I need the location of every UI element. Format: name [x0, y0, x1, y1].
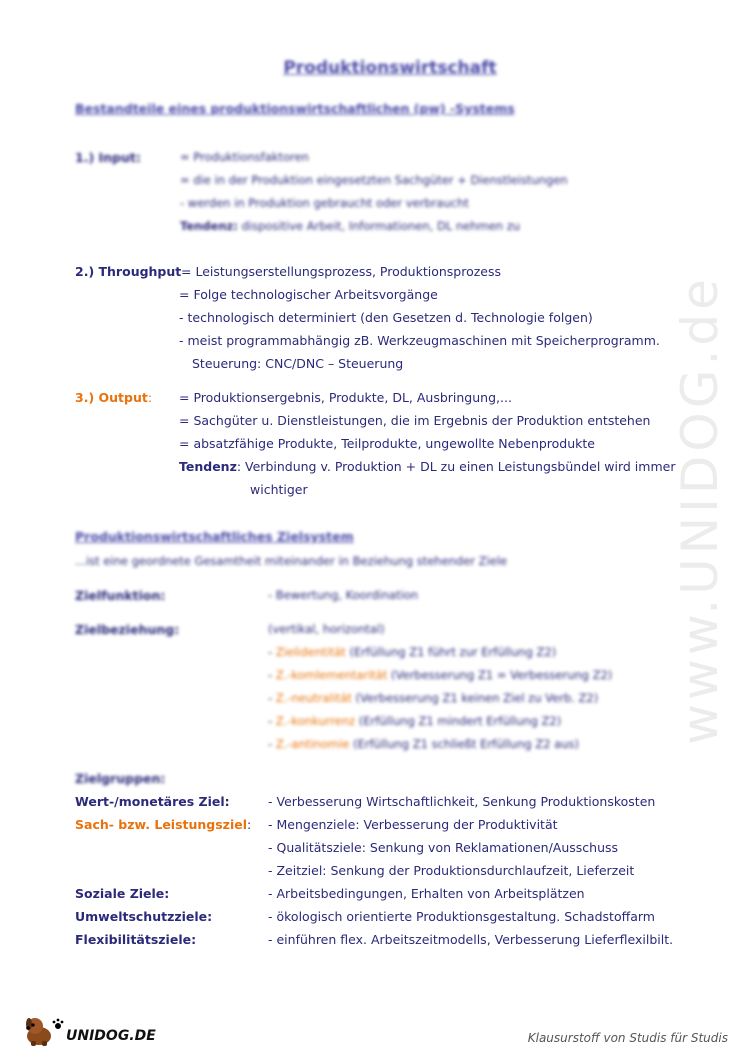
item-term: Z.-neutralität: [275, 691, 352, 705]
section-heading-system: Bestandteile eines produktionswirtschaftlichen (pw) -Systems: [75, 101, 515, 116]
section-heading-zielsystem: Produktionswirtschaftliches Zielsystem: [75, 529, 354, 544]
zielfunktion-label: Zielfunktion:: [75, 588, 166, 603]
zielfunktion-text: - Bewertung, Koordination: [268, 588, 419, 602]
zielgruppe-label: Umweltschutzziele:: [75, 909, 213, 924]
item-desc: (Verbesserung Z1 = Verbesserung Z2): [387, 668, 613, 682]
zielgruppe-text: - Arbeitsbedingungen, Erhalten von Arbeitsplätzen: [268, 886, 585, 901]
zielgruppe-text: - Verbesserung Wirtschaftlichkeit, Senkung Produktionskosten: [268, 794, 656, 809]
throughput-line-4: - meist programmabhängig zB. Werkzeugmaschinen mit Speicherprogramm.: [179, 333, 660, 348]
item-desc: (Erfüllung Z1 schließt Erfüllung Z2 aus): [349, 737, 579, 751]
zielgruppe-colon: :: [247, 817, 252, 832]
zielgruppe-label: Flexibilitätsziele:: [75, 932, 197, 947]
zielgruppe-label: Wert-/monetäres Ziel:: [75, 794, 230, 809]
zielbeziehung-item: [268, 737, 579, 751]
throughput-line-1: = Leistungserstellungsprozess, Produktionsprozess: [181, 264, 502, 279]
item-desc: (Erfüllung Z1 mindert Erfüllung Z2): [355, 714, 562, 728]
item-term: Zielidentität: [275, 645, 346, 659]
output-tendenz-text-2: wichtiger: [250, 482, 308, 497]
output-colon: :: [147, 390, 153, 405]
logo-text: UNIDOG.DE: [66, 1028, 156, 1044]
throughput-line-3: - technologisch determiniert (den Gesetzen d. Technologie folgen): [179, 310, 593, 325]
zielgruppe-label-wrap: [75, 817, 251, 832]
output-line-2: = Sachgüter u. Dienstleistungen, die im Ergebnis der Produktion entstehen: [179, 413, 651, 428]
output-line-1: = Produktionsergebnis, Produkte, DL, Ausbringung,...: [179, 390, 512, 405]
input-tendenz: [180, 219, 520, 233]
output-tendenz-text: : Verbindung v. Produktion + DL zu einen Leistungsbündel wird immer: [236, 459, 676, 474]
zielgruppen-heading: Zielgruppen:: [75, 771, 166, 786]
zielbeziehung-item: [268, 691, 598, 705]
throughput-label: 2.) Throughput: [75, 264, 182, 279]
zielbeziehung-item: [268, 668, 612, 682]
zielbeziehung-label: Zielbeziehung:: [75, 622, 180, 637]
zielbeziehung-item: [268, 714, 561, 728]
dog-icon: [22, 1014, 56, 1048]
item-prefix: -: [268, 668, 276, 682]
item-term: Z.-komlementarität: [275, 668, 388, 682]
page-title: Produktionswirtschaft: [283, 58, 497, 78]
item-prefix: -: [268, 645, 276, 659]
zielbeziehung-text: (vertikal, horizontal): [268, 622, 385, 636]
item-term: Z.-antinomie: [275, 737, 350, 751]
throughput-line-5: Steuerung: CNC/DNC – Steuerung: [192, 356, 404, 371]
throughput-line-2: = Folge technologischer Arbeitsvorgänge: [179, 287, 438, 302]
output-label: 3.) Output: [75, 390, 148, 405]
zielsystem-subtitle: ...ist eine geordnete Gesamtheit miteinander in Beziehung stehender Ziele: [75, 554, 508, 568]
item-prefix: -: [268, 691, 276, 705]
zielbeziehung-item: [268, 645, 556, 659]
input-tendenz-label: Tendenz:: [180, 219, 238, 233]
input-line-2: = die in der Produktion eingesetzten Sachgüter + Dienstleistungen: [180, 173, 568, 187]
output-label-wrap: [75, 390, 152, 405]
paw-icon: [52, 1018, 64, 1030]
zielgruppe-label: Soziale Ziele:: [75, 886, 170, 901]
item-prefix: -: [268, 714, 276, 728]
item-term: Z.-konkurrenz: [275, 714, 356, 728]
zielgruppe-label: Sach- bzw. Leistungsziel: [75, 817, 248, 832]
footer-text: Klausurstoff von Studis für Studis: [527, 1031, 728, 1045]
input-tendenz-text: dispositive Arbeit, Informationen, DL nehmen zu: [241, 219, 521, 233]
watermark-text: www.UNIDOG.de: [671, 275, 729, 745]
item-desc: (Erfüllung Z1 führt zur Erfüllung Z2): [345, 645, 557, 659]
zielgruppe-text: - einführen flex. Arbeitszeitmodells, Verbesserung Lieferflexilbilt.: [268, 932, 674, 947]
output-tendenz: [179, 459, 675, 474]
zielgruppe-text: - ökologisch orientierte Produktionsgestaltung. Schadstoffarm: [268, 909, 655, 924]
output-line-3: = absatzfähige Produkte, Teilprodukte, ungewollte Nebenprodukte: [179, 436, 595, 451]
unidog-logo[interactable]: [22, 1014, 156, 1048]
item-desc: (Verbesserung Z1 keinen Ziel zu Verb. Z2): [351, 691, 599, 705]
input-label: 1.) Input:: [75, 150, 141, 165]
input-line-1: = Produktionsfaktoren: [180, 150, 309, 164]
input-line-3: - werden in Produktion gebraucht oder verbraucht: [180, 196, 469, 210]
item-prefix: -: [268, 737, 276, 751]
zielgruppe-text: - Zeitziel: Senkung der Produktionsdurchlaufzeit, Lieferzeit: [268, 863, 635, 878]
zielgruppe-text: - Mengenziele: Verbesserung der Produktivität: [268, 817, 558, 832]
zielgruppe-text: - Qualitätsziele: Senkung von Reklamationen/Ausschuss: [268, 840, 619, 855]
output-tendenz-label: Tendenz: [179, 459, 237, 474]
